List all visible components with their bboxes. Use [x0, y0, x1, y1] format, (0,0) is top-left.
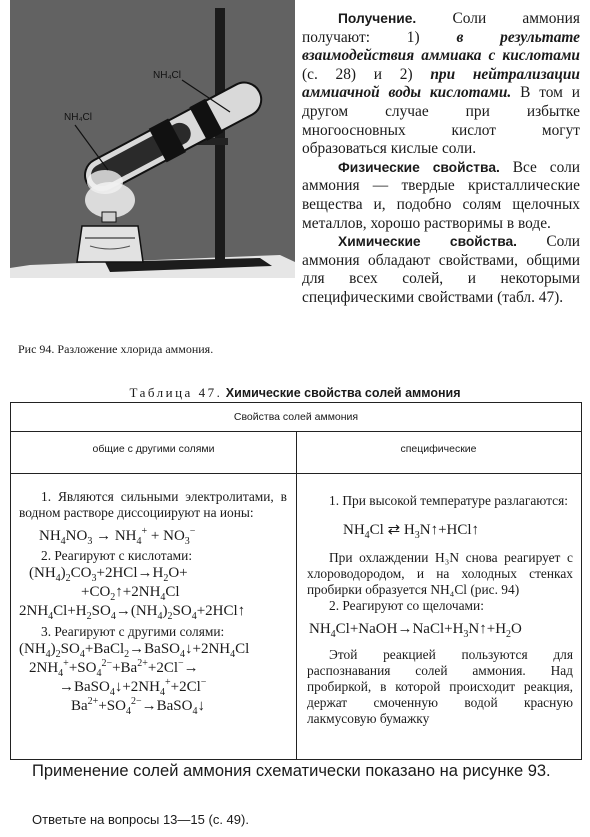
equation-salt-1: $(NH_4)_2SO_4+BaCl_2\to BaSO_4↓+2NH_4Cl$	[19, 641, 250, 660]
paragraph-production	[302, 10, 580, 159]
figure-caption: Рис 94. Разложение хлорида аммония.	[18, 342, 214, 356]
equation-salt-2b: $\to BaSO_4↓+2NH_4^++2Cl^-$	[59, 677, 207, 698]
specific-item-3: 2. Реагируют со щелочами:	[329, 598, 484, 613]
equation-salt-3: $Ba^{2+}+SO_4^{2-}\to BaSO_4↓$	[71, 696, 205, 717]
paragraph-physical	[302, 159, 580, 233]
paragraph-chemical	[302, 233, 580, 307]
equation-alkali: $NH_4Cl+NaOH\to NaCl+H_3N↑+H_2O$	[309, 621, 522, 640]
table-number: Таблица 47.	[129, 385, 223, 400]
header-general: общие с другими солями	[92, 443, 215, 455]
general-item-1: 1. Являются сильными электролитами, в водном растворе диссоциируют на ионы:	[19, 489, 287, 520]
column-divider	[296, 431, 297, 759]
application-text: Применение солей аммония схематически показано на рисунке 93.	[32, 762, 551, 780]
header-specific: специфические	[400, 443, 477, 455]
specific-item-2: При охлаждении H₃N снова реагирует с хлороводородом, и на холодных стенках пробирки образуется NH₄Cl (рис. 94)	[307, 550, 573, 597]
header-main: Свойства солей аммония	[233, 411, 359, 423]
equation-acid-2: $2NH_4Cl+H_2SO_4\to(NH_4)_2SO_4+2HCl↑$	[19, 603, 246, 622]
specific-item-1: 1. При высокой температуре разлагаются:	[329, 493, 568, 508]
emphasis: при нейтрализации аммиачной воды кислотами.	[302, 65, 580, 102]
text: Соли аммония получают: 1)	[302, 10, 580, 46]
text: Соли аммония обладают свойствами, общими для всех солей, и некоторыми специфическими свойствами (табл. 47).	[302, 233, 580, 306]
lab-setup-illustration	[10, 0, 295, 278]
figure-label-left: NH₄Cl	[64, 112, 92, 123]
figure-label-top: NH₄Cl	[153, 70, 181, 81]
equation-dissociation: $NH_4NO_3 \to NH_4^+ + NO_3^-$	[39, 526, 196, 547]
general-item-2: 2. Реагируют с кислотами:	[41, 548, 193, 563]
table-title	[0, 385, 590, 401]
equation-salt-2: $2NH_4^++SO_4^{2-}+Ba^{2+}+2Cl^-\to$	[29, 658, 199, 679]
properties-table	[10, 402, 582, 760]
heading-physical: Физические свойства.	[338, 159, 500, 175]
heading-chemical: Химические свойства.	[338, 234, 518, 250]
right-text-column	[302, 10, 580, 308]
text: Все соли аммония — твердые кристаллические вещества и, подобно солям щелочных металлов, хорошо растворимы в воде.	[302, 158, 580, 232]
specific-properties	[307, 493, 573, 727]
table-caption: Химические свойства солей аммония	[222, 386, 461, 400]
text: (с. 28) и 2)	[302, 65, 431, 83]
heading-production: Получение.	[338, 11, 417, 26]
figure-ammonium-chloride-decomposition	[10, 0, 295, 278]
general-properties	[19, 489, 287, 716]
emphasis: в результате взаимодействия аммиака с кислотами	[302, 28, 580, 65]
equation-acid-1b: $+CO_2↑+2NH_4Cl$	[81, 584, 180, 603]
equation-decomposition: $NH_4Cl$ ⇄ $H_3N↑+HCl↑$	[343, 522, 480, 541]
general-item-3: 3. Реагируют с другими солями:	[41, 624, 225, 639]
specific-item-4: Этой реакцией пользуются для распознавания солей аммония. Над пробиркой, в которой происходит реакция, держат смоченную водой красную лакмусовую бумажку	[307, 647, 573, 726]
text: В том и другом случае при избытке многоосновных кислот могут образоваться кислые соли.	[302, 84, 580, 158]
equation-acid-1: $(NH_4)_2CO_3+2HCl\to H_2O+$	[29, 565, 188, 584]
questions-text: Ответьте на вопросы 13—15 (с. 49).	[32, 812, 249, 827]
